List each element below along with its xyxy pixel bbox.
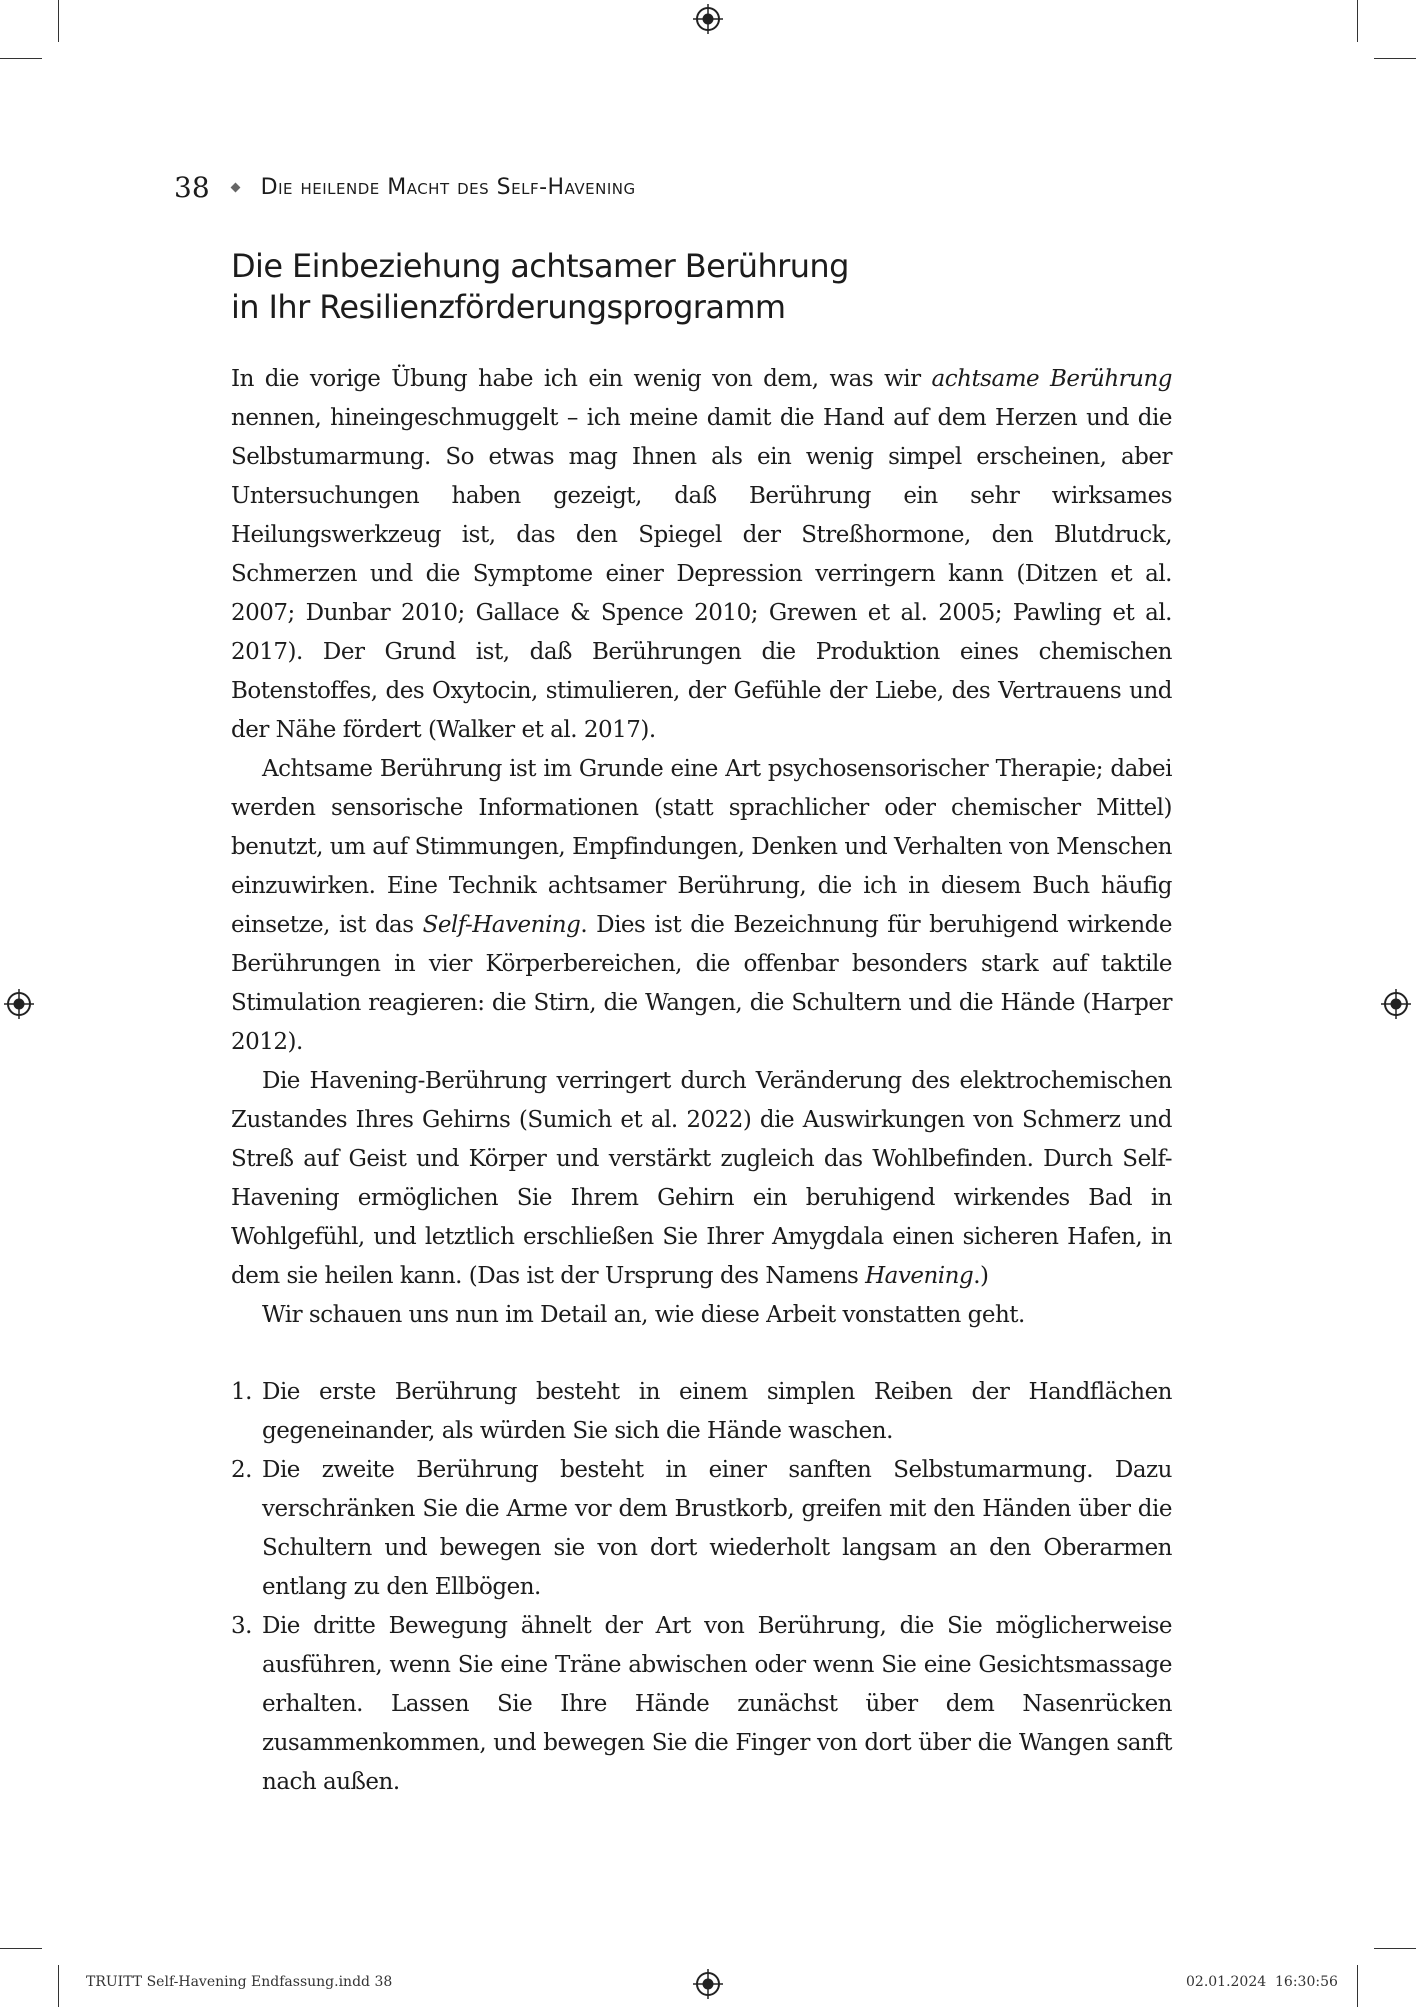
emphasis: Havening [865,1263,974,1289]
list-item [231,1373,1172,1451]
slug-date: 02.01.2024 [1186,1974,1267,1990]
crop-mark [1374,1948,1416,1949]
list-text: Die erste Berührung besteht in einem simplen Reiben der Handflächen gegeneinander, als würden Sie sich die Hände waschen. [262,1379,1172,1444]
heading-line: Die Einbeziehung achtsamer Berührung [231,247,849,285]
page-number: 38 [174,170,210,204]
crop-mark [58,0,59,42]
text-run: .) [973,1263,989,1289]
paragraph: Wir schauen uns nun im Detail an, wie diese Arbeit vonstatten geht. [262,1302,1025,1328]
registration-mark-icon [693,4,723,34]
section-heading [231,246,1131,328]
slug-time: 16:30:56 [1275,1974,1338,1990]
list-text: Die dritte Bewegung ähnelt der Art von Berührung, die Sie möglicherweise ausführen, wenn Sie eine Träne abwischen oder wenn Sie eine Gesichtsmassage erhalten. Lassen Sie Ihre Hände zunächst über dem Nasenrücken zusammenkommen, und bewegen Sie die Finger von dort über die Wangen sanft nach außen. [262,1613,1172,1795]
numbered-list [231,1373,1172,1802]
list-number: 1. [231,1379,252,1405]
crop-mark [58,1965,59,2007]
list-item [231,1451,1172,1607]
text-run: nennen, hineingeschmuggelt – ich meine damit die Hand auf dem Herzen und die Selbstumarmung. So etwas mag Ihnen als ein wenig simpel erscheinen, aber Untersuchungen haben gezeigt, daß Berührung ein sehr wirksames Heilungswerkzeug ist, das den Spiegel der Streßhormone, den Blutdruck, Schmerzen und die Symptome einer Depression verringern kann (Ditzen et al. 2007; Dunbar 2010; Gallace & Spence 2010; Grewen et al. 2005; Pawling et al. 2017). Der Grund ist, daß Berührungen die Produktion eines chemischen Botenstoffes, des Oxytocin, stimulieren, der Gefühle der Liebe, des Vertrauens und der Nähe fördert (Walker et al. 2017). [231,405,1172,743]
running-title: Die heilende Macht des Self-Havening [260,174,636,200]
list-number: 3. [231,1613,252,1639]
running-header [174,167,636,207]
emphasis: achtsame Berührung [931,366,1172,392]
text-run: Achtsame Berührung ist im Grunde eine Art psychosensorischer Therapie; dabei werden sensorische Informationen (statt sprachlicher oder chemischer Mittel) benutzt, um auf Stimmungen, Empfindungen, Denken und Verhalten von Menschen einzuwirken. Eine Technik achtsamer Berührung, die ich in diesem Buch häufig einsetze, ist das [231,756,1172,938]
crop-mark [1374,58,1416,59]
registration-mark-icon [4,989,34,1019]
paragraph [231,360,1172,750]
crop-mark [0,58,42,59]
text-run: In die vorige Übung habe ich ein wenig von dem, was wir [231,366,932,392]
list-item [231,1607,1172,1802]
text-run: Die Havening-Berührung verringert durch Veränderung des elektrochemischen Zustandes Ihres Gehirns (Sumich et al. 2022) die Auswirkungen von Schmerz und Streß auf Geist und Körper und verstärkt zugleich das Wohlbefinden. Durch Self-Havening ermöglichen Sie Ihrem Gehirn ein beruhigend wirkendes Bad in Wohlgefühl, und letztlich erschließen Sie Ihrer Amygdala einen sicheren Hafen, in dem sie heilen kann. (Das ist der Ursprung des Namens [231,1068,1172,1289]
body-text [231,360,1172,1802]
crop-mark [0,1948,42,1949]
slug-file: TRUITT Self-Havening Endfassung.indd 38 [86,1974,393,1990]
emphasis: Self-Havening [422,912,581,938]
registration-mark-icon [1381,989,1411,1019]
text-run: . Dies ist die Bezeichnung für beruhigend wirkende Berührungen in vier Körperbereichen, die offenbar besonders stark auf taktile Stimulation reagieren: die Stirn, die Wangen, die Schultern und die Hände (Harper 2012). [231,912,1172,1055]
list-text: Die zweite Berührung besteht in einer sanften Selbstumarmung. Dazu verschränken Sie die Arme vor dem Brustkorb, greifen mit den Händen über die Schultern und bewegen sie von dort wiederholt langsam an den Oberarmen entlang zu den Ellbögen. [262,1457,1172,1600]
diamond-icon [230,182,240,192]
paragraph [231,1062,1172,1296]
crop-mark [1357,0,1358,42]
registration-mark-icon [693,1969,723,1999]
list-number: 2. [231,1457,252,1483]
paragraph [231,750,1172,1062]
heading-line: in Ihr Resilienzförderungsprogramm [231,288,786,326]
crop-mark [1357,1965,1358,2007]
